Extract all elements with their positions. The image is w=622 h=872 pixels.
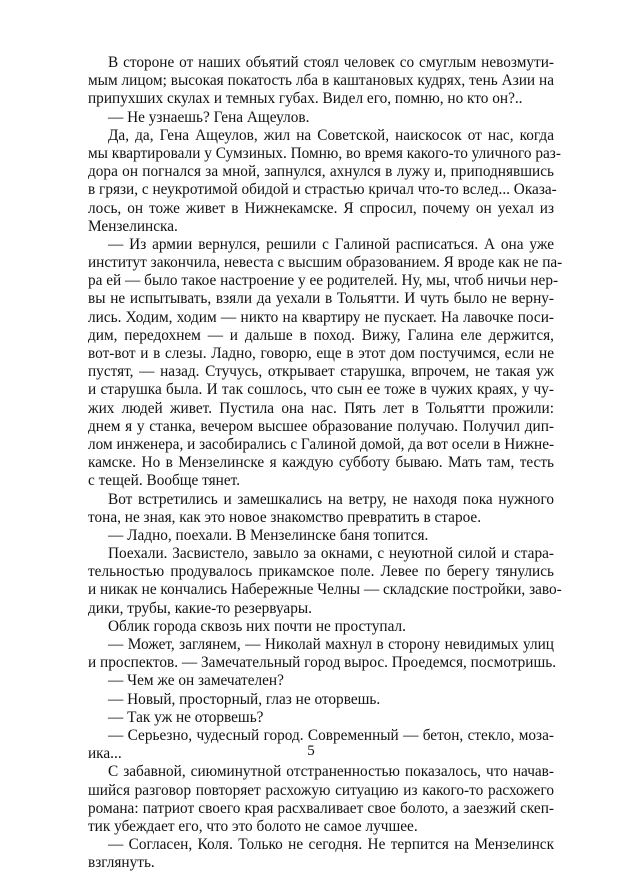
text-line: вы не испытывать, взяли да уехали в Тольятти. И чуть было не верну- bbox=[88, 290, 554, 308]
text-line: — Новый, просторный, глаз не оторвешь. bbox=[108, 690, 381, 708]
page-number: 5 bbox=[307, 743, 315, 759]
text-line: тона, не зная, как это новое знакомство превратить в старое. bbox=[88, 508, 482, 526]
text-line: дим, передохнем — и дальше в поход. Вижу, Галина еле держится, bbox=[88, 326, 554, 344]
text-line: ра ей — было такое настроение у ее родителей. Ну, мы, чтоб ничьи нер- bbox=[88, 272, 559, 290]
text-line: романа: патриот своего края расхваливает свое болото, а заезжий скеп- bbox=[88, 799, 554, 817]
text-line: тик убеждает его, что это болото не самое лучшее. bbox=[88, 817, 418, 835]
text-line: Поехали. Засвистело, завыло за окнами, с неуютной силой и стара- bbox=[108, 545, 554, 563]
text-line: тельностью продувалось прикамское поле. Левее по берегу тянулись bbox=[88, 563, 554, 581]
text-line: дики, трубы, какие-то резервуары. bbox=[88, 599, 312, 617]
text-line: — Чем же он замечателен? bbox=[108, 672, 284, 690]
text-line: — Серьезно, чудесный город. Современный — бетон, стекло, моза- bbox=[108, 726, 554, 744]
text-line: с тещей. Вообще тянет. bbox=[88, 472, 241, 490]
text-line: С забавной, сиюминутной отстраненностью показалось, что начав- bbox=[108, 763, 554, 781]
text-line: Вот встретились и замешкались на ветру, не находя пока нужного bbox=[108, 490, 554, 508]
text-line: — Согласен, Коля. Только не сегодня. Не терпится на Мензелинск bbox=[108, 836, 554, 854]
text-line: днем я у станка, вечером высшее образование получаю. Получил дип- bbox=[88, 417, 554, 435]
text-line: Да, да, Гена Ащеулов, жил на Советской, наискосок от нас, когда bbox=[108, 126, 554, 144]
text-line: камске. Но в Мензелинске я каждую субботу бываю. Мать там, тесть bbox=[88, 454, 554, 472]
text-line: лось, он тоже живет в Нижнекамске. Я спросил, почему он уехал из bbox=[88, 199, 554, 217]
text-line: — Так уж не оторвешь? bbox=[108, 708, 264, 726]
text-line: ика... bbox=[88, 745, 122, 763]
text-line: В стороне от наших объятий стоял человек со смуглым невозмути- bbox=[108, 54, 554, 71]
text-line: вот-вот и в слезы. Ладно, говорю, еще в этот дом постучимся, если не bbox=[88, 345, 554, 362]
text-line: и никак не кончались Набережные Челны — складские постройки, заво- bbox=[88, 581, 562, 599]
text-line: припухших скулах и темных губах. Видел его, помню, но кто он?.. bbox=[88, 90, 523, 108]
text-line: Мензелинска. bbox=[88, 217, 178, 235]
text-line: жих людей живет. Пустила она нас. Пять лет в Тольятти прожили: bbox=[88, 399, 554, 417]
text-line: Облик города сквозь них почти не проступал. bbox=[108, 617, 406, 635]
text-line: дора он погнался за мной, запнулся, ахнулся в лужу и, приподнявшись bbox=[88, 163, 554, 181]
text-line: в грязи, с неукротимой обидой и страстью кричал что-то вслед... Оказа- bbox=[88, 181, 557, 199]
text-line: мы квартировали у Сумзиных. Помню, во время какого-то уличного раз- bbox=[88, 144, 561, 162]
text-line: лись. Ходим, ходим — никто на квартиру не пускает. На лавочке поси- bbox=[88, 308, 554, 326]
text-line: шийся разговор повторяет расхожую ситуацию из какого-то расхожего bbox=[88, 781, 554, 799]
text-line: институт закончила, невеста с высшим образованием. Я вроде как не па- bbox=[88, 254, 563, 272]
text-line: и старушка была. И так сошлось, что сын ее тоже в чужих краях, у чу- bbox=[88, 381, 554, 399]
text-line: мым лицом; высокая покатость лба в каштановых кудрях, тень Азии на bbox=[88, 72, 554, 90]
text-line: — Ладно, поехали. В Мензелинске баня топится. bbox=[108, 526, 429, 544]
text-line: пустят, — назад. Стучусь, открывает старушка, впрочем, не такая уж bbox=[88, 363, 554, 381]
text-line: — Может, заглянем, — Николай махнул в сторону невидимых улиц bbox=[108, 636, 554, 653]
text-line: — Не узнаешь? Гена Ащеулов. bbox=[108, 108, 310, 126]
text-line: и проспектов. — Замечательный город вырос. Проедемся, посмотришь. bbox=[88, 654, 557, 672]
text-line: — Из армии вернулся, решили с Галиной расписаться. А она уже bbox=[108, 235, 554, 253]
text-line: взглянуть. bbox=[88, 854, 155, 872]
text-line: лом инженера, и засобирались с Галиной домой, да вот осели в Нижне- bbox=[88, 435, 555, 453]
